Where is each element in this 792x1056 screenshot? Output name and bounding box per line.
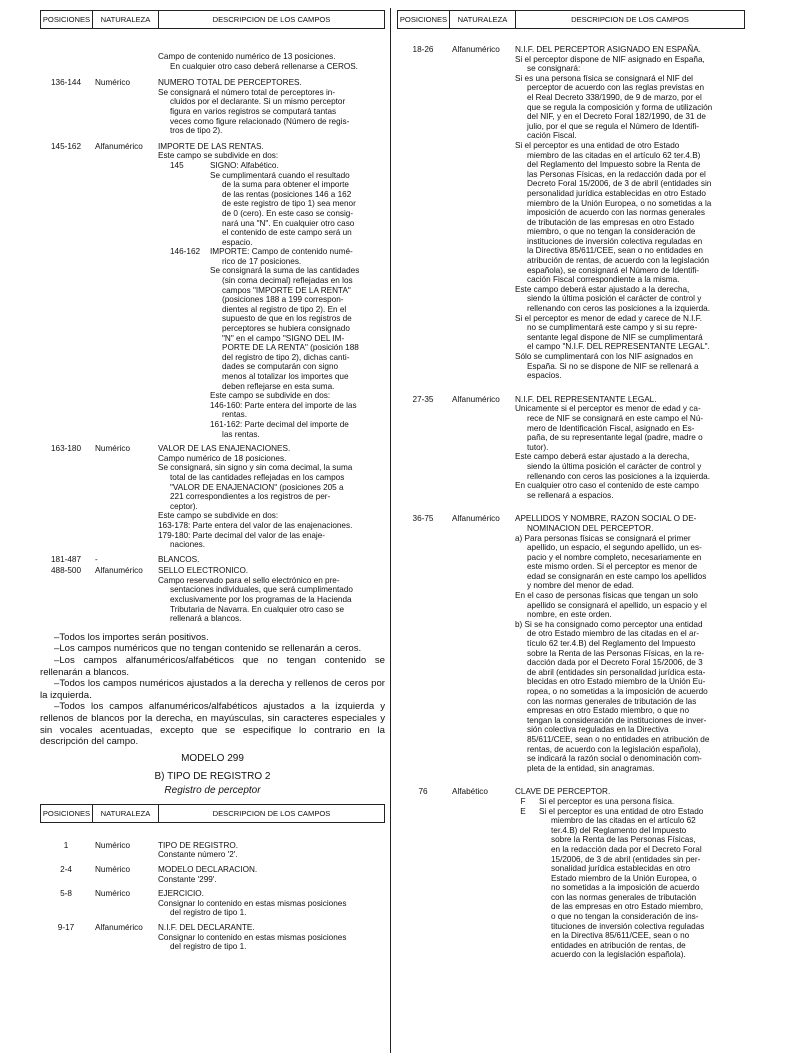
- note: –Todos los importes serán positivos.: [54, 631, 209, 643]
- text-line: miembro de las citadas en el artículo 62: [551, 816, 696, 826]
- text-line: 15/2006, de 3 de abril (entidades sin per-: [551, 854, 701, 864]
- text-line: de tributación de las empresas en otro Estado: [527, 217, 695, 227]
- text-line: TIPO DE REGISTRO.: [158, 840, 239, 850]
- text-line: de la suma para obtener el importe: [222, 180, 349, 190]
- text-line: NOMINACION DEL PERCEPTOR.: [527, 523, 654, 533]
- text-line: miembro de las citadas en el artículo 62 ter.4.B): [527, 150, 701, 160]
- text-line: "N" en el campo "SIGNO DEL IM-: [222, 333, 345, 343]
- text-line: del registro de tipo 2), dichas canti-: [222, 352, 350, 362]
- text-line: supuesto de que en los registros de: [222, 314, 352, 324]
- text-line: cluidos por el declarante. Si un mismo perceptor: [170, 97, 346, 107]
- table-row-5-8: [40, 889, 385, 918]
- text-line: CLAVE DE PERCEPTOR.: [515, 787, 611, 797]
- cell: [158, 142, 385, 439]
- text-line: 5-8: [60, 889, 72, 899]
- text-line: Numérico: [95, 78, 131, 88]
- cell: [158, 889, 385, 918]
- cell: [158, 923, 385, 952]
- text-line: EJERCICIO.: [158, 889, 204, 899]
- text-line: las Personas Físicas, en la redacción dada por el: [527, 169, 706, 179]
- text-line: figura en varios registros se computará tantas: [170, 106, 337, 116]
- text-line: Campo reservado para el sello electrónico en pre-: [158, 575, 340, 585]
- text-line: POSICIONES: [41, 805, 93, 822]
- text-line: F: [520, 796, 526, 806]
- text-line: MODELO DECLARACION.: [158, 864, 258, 874]
- text-line: tículo 62 ter.4.B) del Reglamento del Impuesto: [527, 639, 696, 649]
- text-line: Este campo se subdivide en dos:: [158, 511, 279, 521]
- text-line: personalidad jurídica establecidas en otro Estado: [527, 188, 706, 198]
- text-line: rentas, de acuerdo con la legislación española),: [527, 744, 701, 754]
- text-line: total de las cantidades reflejadas en los campos: [170, 472, 345, 482]
- text-line: 163-180: [50, 444, 82, 454]
- text-line: o que no tengan la consideración de ins-: [551, 912, 699, 922]
- text-line: de este registro de tipo 1) sea menor: [222, 199, 356, 209]
- text-line: acuerdo con la legislación española).: [551, 950, 686, 960]
- text-line: IMPORTE DE LAS RENTAS.: [158, 141, 264, 151]
- text-line: con las normas generales de tributación de las: [527, 696, 697, 706]
- table-row-9-17: [40, 923, 385, 952]
- table-header-2: [40, 804, 385, 823]
- text-line: rece de NIF se consignará en este campo el Nú-: [527, 413, 704, 423]
- cell: [92, 52, 158, 71]
- note: –Los campos alfanuméricos/alfabéticos que no tengan contenido se rellenarán a blancos.: [40, 655, 385, 678]
- text-line: 85/611/CEE, sean o no entidades en atribución de: [527, 734, 710, 744]
- cell: [158, 566, 385, 624]
- text-line: edad se consignarán en este campo los apellidos: [527, 571, 707, 581]
- cell: [158, 444, 385, 550]
- table-row-488-500: [40, 566, 385, 624]
- text-line: 146-160: Parte entera del importe de las: [210, 400, 357, 410]
- header-descripcion: DESCRIPCION DE LOS CAMPOS: [212, 15, 331, 24]
- text-line: N.I.F. DEL PERCEPTOR ASIGNADO EN ESPAÑA.: [515, 45, 701, 54]
- text-line: perceptores se hubiera consignado: [222, 324, 350, 334]
- text-line: menos al totalizar los importes que: [222, 372, 349, 381]
- text-line: 145: [170, 160, 184, 170]
- text-line: el campo "N.I.F. DEL REPRESENTANTE LEGAL".: [527, 342, 710, 352]
- text-line: Numérico: [95, 444, 131, 454]
- cell: [158, 78, 385, 136]
- table-row-27-35: [397, 395, 745, 501]
- text-line: 36-75: [412, 514, 434, 524]
- text-line: mero de Identificación Fiscal, asignado en Es-: [527, 423, 695, 433]
- text-line: Alfanumérico: [95, 922, 143, 932]
- text-line: Unicamente si el perceptor es menor de edad y ca-: [515, 404, 701, 414]
- text-line: En cualquier otro caso deberá rellenarse a CEROS.: [170, 61, 358, 71]
- text-line: que se regula la composición y forma de utilización: [527, 102, 713, 112]
- text-line: 9-17: [57, 922, 75, 932]
- text-line: Estado miembro de la Unión Europea, o: [551, 873, 697, 883]
- text-line: Numérico: [95, 840, 131, 850]
- text-line: española), se consignará el Número de Identifi-: [527, 265, 700, 275]
- text-line: Numérico: [95, 889, 131, 899]
- table-row-163-180: [40, 444, 385, 550]
- text-line: Se consignará, sin signo y sin coma decimal, la suma: [158, 463, 353, 473]
- text-line: España. Si no se dispone de NIF se rellenará a: [527, 361, 699, 371]
- table-row-76: [397, 787, 745, 960]
- cell: [40, 52, 92, 71]
- text-line: se indicará la razón social o denominación com-: [527, 754, 702, 764]
- text-line: APELLIDOS Y NOMBRE, RAZON SOCIAL O DE-: [515, 514, 697, 524]
- text-line: SELLO ELECTRONICO.: [158, 566, 249, 576]
- text-line: julio, por el que se regula el Número de Identifi-: [527, 121, 700, 131]
- text-line: Se consignará el número total de perceptores in-: [158, 87, 336, 97]
- note: –Todos los campos numéricos ajustados a la derecha y rellenos de ceros por la izquierda.: [40, 678, 385, 701]
- text-line: el Real Decreto 338/1990, de 9 de marzo, por el: [527, 92, 702, 102]
- text-line: rellenando con ceros las posiciones a la izquierda.: [527, 471, 710, 481]
- text-line: instituciones de inversión colectiva reguladas en: [527, 236, 703, 246]
- text-line: siendo la última posición el carácter de control y: [527, 294, 702, 304]
- text-line: del registro de tipo 1.: [170, 908, 247, 918]
- text-line: PORTE DE LA RENTA" (posición 188: [222, 343, 359, 353]
- text-line: naciones.: [170, 540, 206, 550]
- text-line: no se cumplimentará este campo y si su repre-: [527, 323, 698, 333]
- table-row-136-144: [40, 78, 385, 136]
- text-line: SIGNO: Alfabético.: [210, 160, 279, 170]
- text-line: el contenido de este campo será un: [222, 228, 352, 238]
- tipo-registro-title: B) TIPO DE REGISTRO 2: [154, 770, 271, 782]
- text-line: empresas en otro Estado miembro, o que no: [527, 706, 690, 716]
- text-line: Sólo se cumplimentará con los NIF asignados en: [515, 352, 693, 361]
- cell: [158, 555, 385, 565]
- text-line: E: [520, 806, 526, 816]
- text-line: 221 correspondientes a los registros de per-: [170, 492, 331, 502]
- text-line: DESCRIPCION DE LOS CAMPOS: [212, 808, 331, 818]
- text-line: las rentas.: [222, 429, 260, 439]
- text-line: con las normas generales de tributación: [551, 892, 697, 902]
- text-line: sentante legal dispone de NIF se cumplimentará: [527, 332, 703, 342]
- text-line: DESCRIPCION DE LOS CAMPOS: [571, 15, 689, 24]
- cell: [515, 45, 745, 381]
- text-line: Alfanumérico: [452, 45, 500, 54]
- text-line: pleta de la entidad, sin anagramas.: [527, 763, 655, 773]
- text-line: Este campo deberá estar ajustado a la derecha,: [515, 284, 690, 294]
- text-line: Este campo deberá estar ajustado a la derecha,: [515, 452, 690, 462]
- text-line: atribución de rentas, de acuerdo con la legislación: [527, 256, 710, 266]
- text-line: la Directiva 85/611/CEE, sean o no entidades en: [527, 246, 703, 256]
- text-line: apellido, un espacio, el segundo apellido, un es-: [527, 543, 702, 553]
- text-line: nombre, en este orden.: [527, 610, 612, 620]
- text-line: cación Fiscal correspondiente a la misma.: [527, 275, 680, 285]
- text-line: veces como figure relacionado (Número de regis-: [170, 116, 350, 126]
- text-line: dientes al registro de tipo 2). En el: [222, 304, 347, 314]
- text-line: "VALOR DE ENAJENACION" (posiciones 205 a: [170, 482, 344, 492]
- text-line: del Reglamento del Impuesto sobre la Renta de: [527, 160, 701, 170]
- left-column: [40, 10, 385, 952]
- text-line: a) Para personas físicas se consignará el primer: [515, 533, 691, 543]
- cell: [515, 787, 745, 960]
- text-line: imposición de acuerdo con las normas generales: [527, 208, 705, 218]
- text-line: se rellenará a espacios.: [527, 490, 614, 500]
- text-line: -: [95, 554, 98, 564]
- cell: [158, 247, 383, 257]
- text-line: Tributaria de Navarra. En cualquier otro caso se: [170, 604, 344, 614]
- table-row-18-26: [397, 45, 745, 381]
- text-line: Si el perceptor es una entidad de otro Estado: [515, 140, 680, 150]
- text-line: En el caso de personas físicas que tengan un solo: [515, 591, 698, 601]
- text-line: entidades en atribución de rentas, de: [551, 940, 686, 950]
- text-line: siendo la última posición el carácter de control y: [527, 461, 702, 471]
- note: –Los campos numéricos que no tengan contenido se rellenarán a ceros.: [54, 643, 362, 655]
- text-line: ceptor).: [170, 501, 198, 511]
- column-divider: [390, 8, 391, 1053]
- text-line: 146-162: [170, 247, 201, 257]
- text-line: Constante número '2'.: [158, 850, 238, 860]
- text-line: tituciones de inversión colectiva reguladas: [551, 921, 705, 931]
- text-line: pacio y el nombre completo, necesariamente en: [527, 552, 702, 562]
- text-line: blecidas en otro Estado miembro de la Unión Eu-: [527, 677, 706, 687]
- text-line: rellenará a blancos.: [170, 614, 242, 624]
- text-line: del NIF, y en el Decreto Foral 182/1990, de 31 de: [527, 112, 706, 122]
- text-line: dades se computarán con signo: [222, 362, 339, 372]
- text-line: NUMERO TOTAL DE PERCEPTORES.: [158, 78, 302, 88]
- text-line: 2-4: [60, 864, 72, 874]
- cell: [158, 161, 383, 171]
- text-line: Este campo se subdivide en dos:: [210, 391, 331, 401]
- text-line: sonalidad jurídica establecidas en otro: [551, 864, 691, 874]
- table-row-181-487: [40, 555, 385, 565]
- text-line: no sometidas a la imposición de acuerdo: [551, 883, 700, 893]
- header-naturaleza: NATURALEZA: [93, 11, 159, 28]
- text-line: perceptor de acuerdo con las reglas previstas en: [527, 83, 705, 93]
- text-line: de otro Estado miembro de las citadas en el ar-: [527, 629, 700, 639]
- text-line: del registro de tipo 1.: [170, 942, 247, 952]
- text-line: apellido se consignará el apellido, un espacio y el: [527, 600, 707, 610]
- text-line: 163-178: Parte entera del valor de las enajenaciones.: [158, 520, 353, 530]
- text-line: Campo de contenido numérico de 13 posiciones.: [158, 52, 336, 61]
- text-line: de las rentas (posiciones 146 a 162: [222, 189, 352, 199]
- text-line: NATURALEZA: [93, 805, 159, 822]
- text-line: miembro, o que no tengan la consideración de: [527, 227, 696, 237]
- text-line: rellenando con ceros las posiciones a la izquierda.: [527, 304, 710, 314]
- text-line: nará una "N". En cualquier otro caso: [222, 218, 355, 228]
- text-line: Se consignará la suma de las cantidades: [210, 266, 360, 276]
- text-line: Si es una persona física se consignará el NIF del: [515, 73, 693, 83]
- note: –Todos los campos alfanuméricos/alfabéticos ajustados a la izquierda y rellenos de blancos por la derecha, en mayúsculas, sin caracteres especiales y sin vocales acentuadas, excepto que se especifique lo contrario en la descripción del campo.: [40, 701, 385, 748]
- text-line: Si el perceptor es menor de edad y carece de N.I.F.: [515, 313, 703, 323]
- text-line: de abril (entidades sin personalidad jurídica esta-: [527, 667, 706, 677]
- text-line: espacio.: [222, 237, 253, 247]
- text-line: Si el perceptor es una entidad de otro Estado: [539, 806, 704, 816]
- text-line: 18-26: [412, 45, 434, 54]
- text-line: espacios.: [527, 371, 562, 381]
- text-line: Decreto Foral 15/2006, de 3 de abril (entidades sin: [527, 179, 712, 189]
- right-column: [397, 10, 745, 960]
- text-line: Consignar lo contenido en estas mismas posiciones: [158, 932, 347, 942]
- text-line: (posiciones 188 a 199 correspon-: [222, 295, 344, 305]
- text-line: 136-144: [50, 78, 82, 88]
- registro-subtitle: Registro de perceptor: [164, 784, 261, 796]
- text-line: BLANCOS.: [158, 554, 200, 564]
- cell: [158, 865, 385, 884]
- text-line: 27-35: [412, 394, 434, 404]
- text-line: 145-162: [50, 141, 82, 151]
- text-line: 1: [63, 840, 69, 850]
- cell: [515, 797, 743, 807]
- cell: [158, 52, 385, 71]
- text-line: Alfanumérico: [452, 394, 500, 404]
- text-line: Se cumplimentará cuando el resultado: [210, 170, 350, 180]
- text-line: En cualquier otro caso el contenido de este campo: [515, 481, 699, 491]
- text-line: se consignará:: [527, 64, 581, 74]
- text-line: (sin coma decimal) reflejadas en los: [222, 276, 353, 286]
- text-line: Este campo se subdivide en dos:: [158, 151, 279, 161]
- text-line: y nombre del menor de edad.: [527, 581, 634, 591]
- text-line: 161-162: Parte decimal del importe de: [210, 419, 349, 429]
- text-line: Consignar lo contenido en estas mismas posiciones: [158, 898, 347, 908]
- text-line: 179-180: Parte decimal del valor de las enaje-: [158, 530, 326, 540]
- table-row-36-75: [397, 514, 745, 773]
- text-line: ropea, o no sometidas a la imposición de acuerdo: [527, 687, 708, 696]
- table-header: [40, 10, 385, 29]
- text-line: Si el perceptor dispone de NIF asignado en España,: [515, 54, 705, 64]
- text-line: paña, de su representante legal (padre, madre o: [527, 433, 703, 443]
- text-line: POSICIONES: [398, 11, 450, 28]
- text-line: campos "IMPORTE DE LA RENTA": [222, 285, 351, 295]
- text-line: tros de tipo 2).: [170, 126, 223, 136]
- header-posiciones: POSICIONES: [41, 11, 93, 28]
- text-line: 488-500: [50, 566, 82, 576]
- text-line: IMPORTE: Campo de contenido numé-: [210, 247, 353, 257]
- text-line: NATURALEZA: [450, 11, 516, 28]
- text-line: miembro de la Unión Europea, o no sometidas a la: [527, 198, 712, 208]
- text-line: de 0 (cero). En este caso se consig-: [222, 208, 354, 218]
- text-line: 181-487: [50, 554, 82, 564]
- cell: [515, 807, 743, 817]
- text-line: sentaciones individuales, que será cumplimentado: [170, 585, 353, 595]
- table-row-145-162: [40, 142, 385, 439]
- text-line: en la Directiva 85/611/CEE, sean o no: [551, 931, 690, 941]
- text-line: rentas.: [222, 410, 248, 420]
- text-line: tutor).: [527, 442, 549, 452]
- modelo-title: MODELO 299: [181, 752, 244, 764]
- table-header-right: [397, 10, 745, 29]
- text-line: Alfabético: [452, 787, 488, 797]
- text-line: sobre la Renta de las Personas Físicas,: [551, 835, 696, 845]
- text-line: N.I.F. DEL REPRESENTANTE LEGAL.: [515, 394, 657, 404]
- text-line: tengan la consideración de instituciones de inver-: [527, 715, 707, 725]
- text-line: Numérico: [95, 864, 131, 874]
- text-line: Alfanumérico: [95, 566, 143, 576]
- text-line: dacción dada por el Decreto Foral 15/2006, de 3: [527, 658, 703, 668]
- text-line: N.I.F. DEL DECLARANTE.: [158, 922, 255, 932]
- text-line: b) Si se ha consignado como perceptor una entidad: [515, 619, 703, 629]
- text-line: 76: [418, 787, 428, 797]
- text-line: ter.4.B) del Reglamento del Impuesto: [551, 825, 687, 835]
- cell: [158, 841, 385, 860]
- text-line: Constante '299'.: [158, 874, 217, 884]
- text-line: exclusivamente por los programas de la Hacienda: [170, 595, 352, 605]
- text-line: cación Fiscal.: [527, 131, 577, 141]
- table-row-continuation: [40, 52, 385, 71]
- table-row-1: [40, 841, 385, 860]
- cell: [515, 514, 745, 773]
- text-line: de las empresas en otro Estado miembro,: [551, 902, 703, 912]
- text-line: rico de 17 posiciones.: [222, 256, 302, 266]
- text-line: sión colectiva reguladas en la Directiva: [527, 725, 669, 735]
- text-line: sobre la Renta de las Personas Físicas, en la re-: [527, 648, 705, 658]
- text-line: en la redacción dada por el Decreto Foral: [551, 844, 702, 854]
- text-line: Campo numérico de 18 posiciones.: [158, 453, 287, 463]
- text-line: Si el perceptor es una persona física.: [539, 796, 675, 806]
- text-line: Alfanumérico: [452, 514, 500, 524]
- text-line: VALOR DE LAS ENAJENACIONES.: [158, 444, 291, 454]
- cell: [515, 395, 745, 501]
- text-line: este mismo orden. Si el perceptor es menor de: [527, 562, 698, 572]
- general-notes: [40, 632, 385, 748]
- table-row-2-4: [40, 865, 385, 884]
- text-line: Alfanumérico: [95, 141, 143, 151]
- text-line: deben reflejarse en esta suma.: [222, 381, 335, 391]
